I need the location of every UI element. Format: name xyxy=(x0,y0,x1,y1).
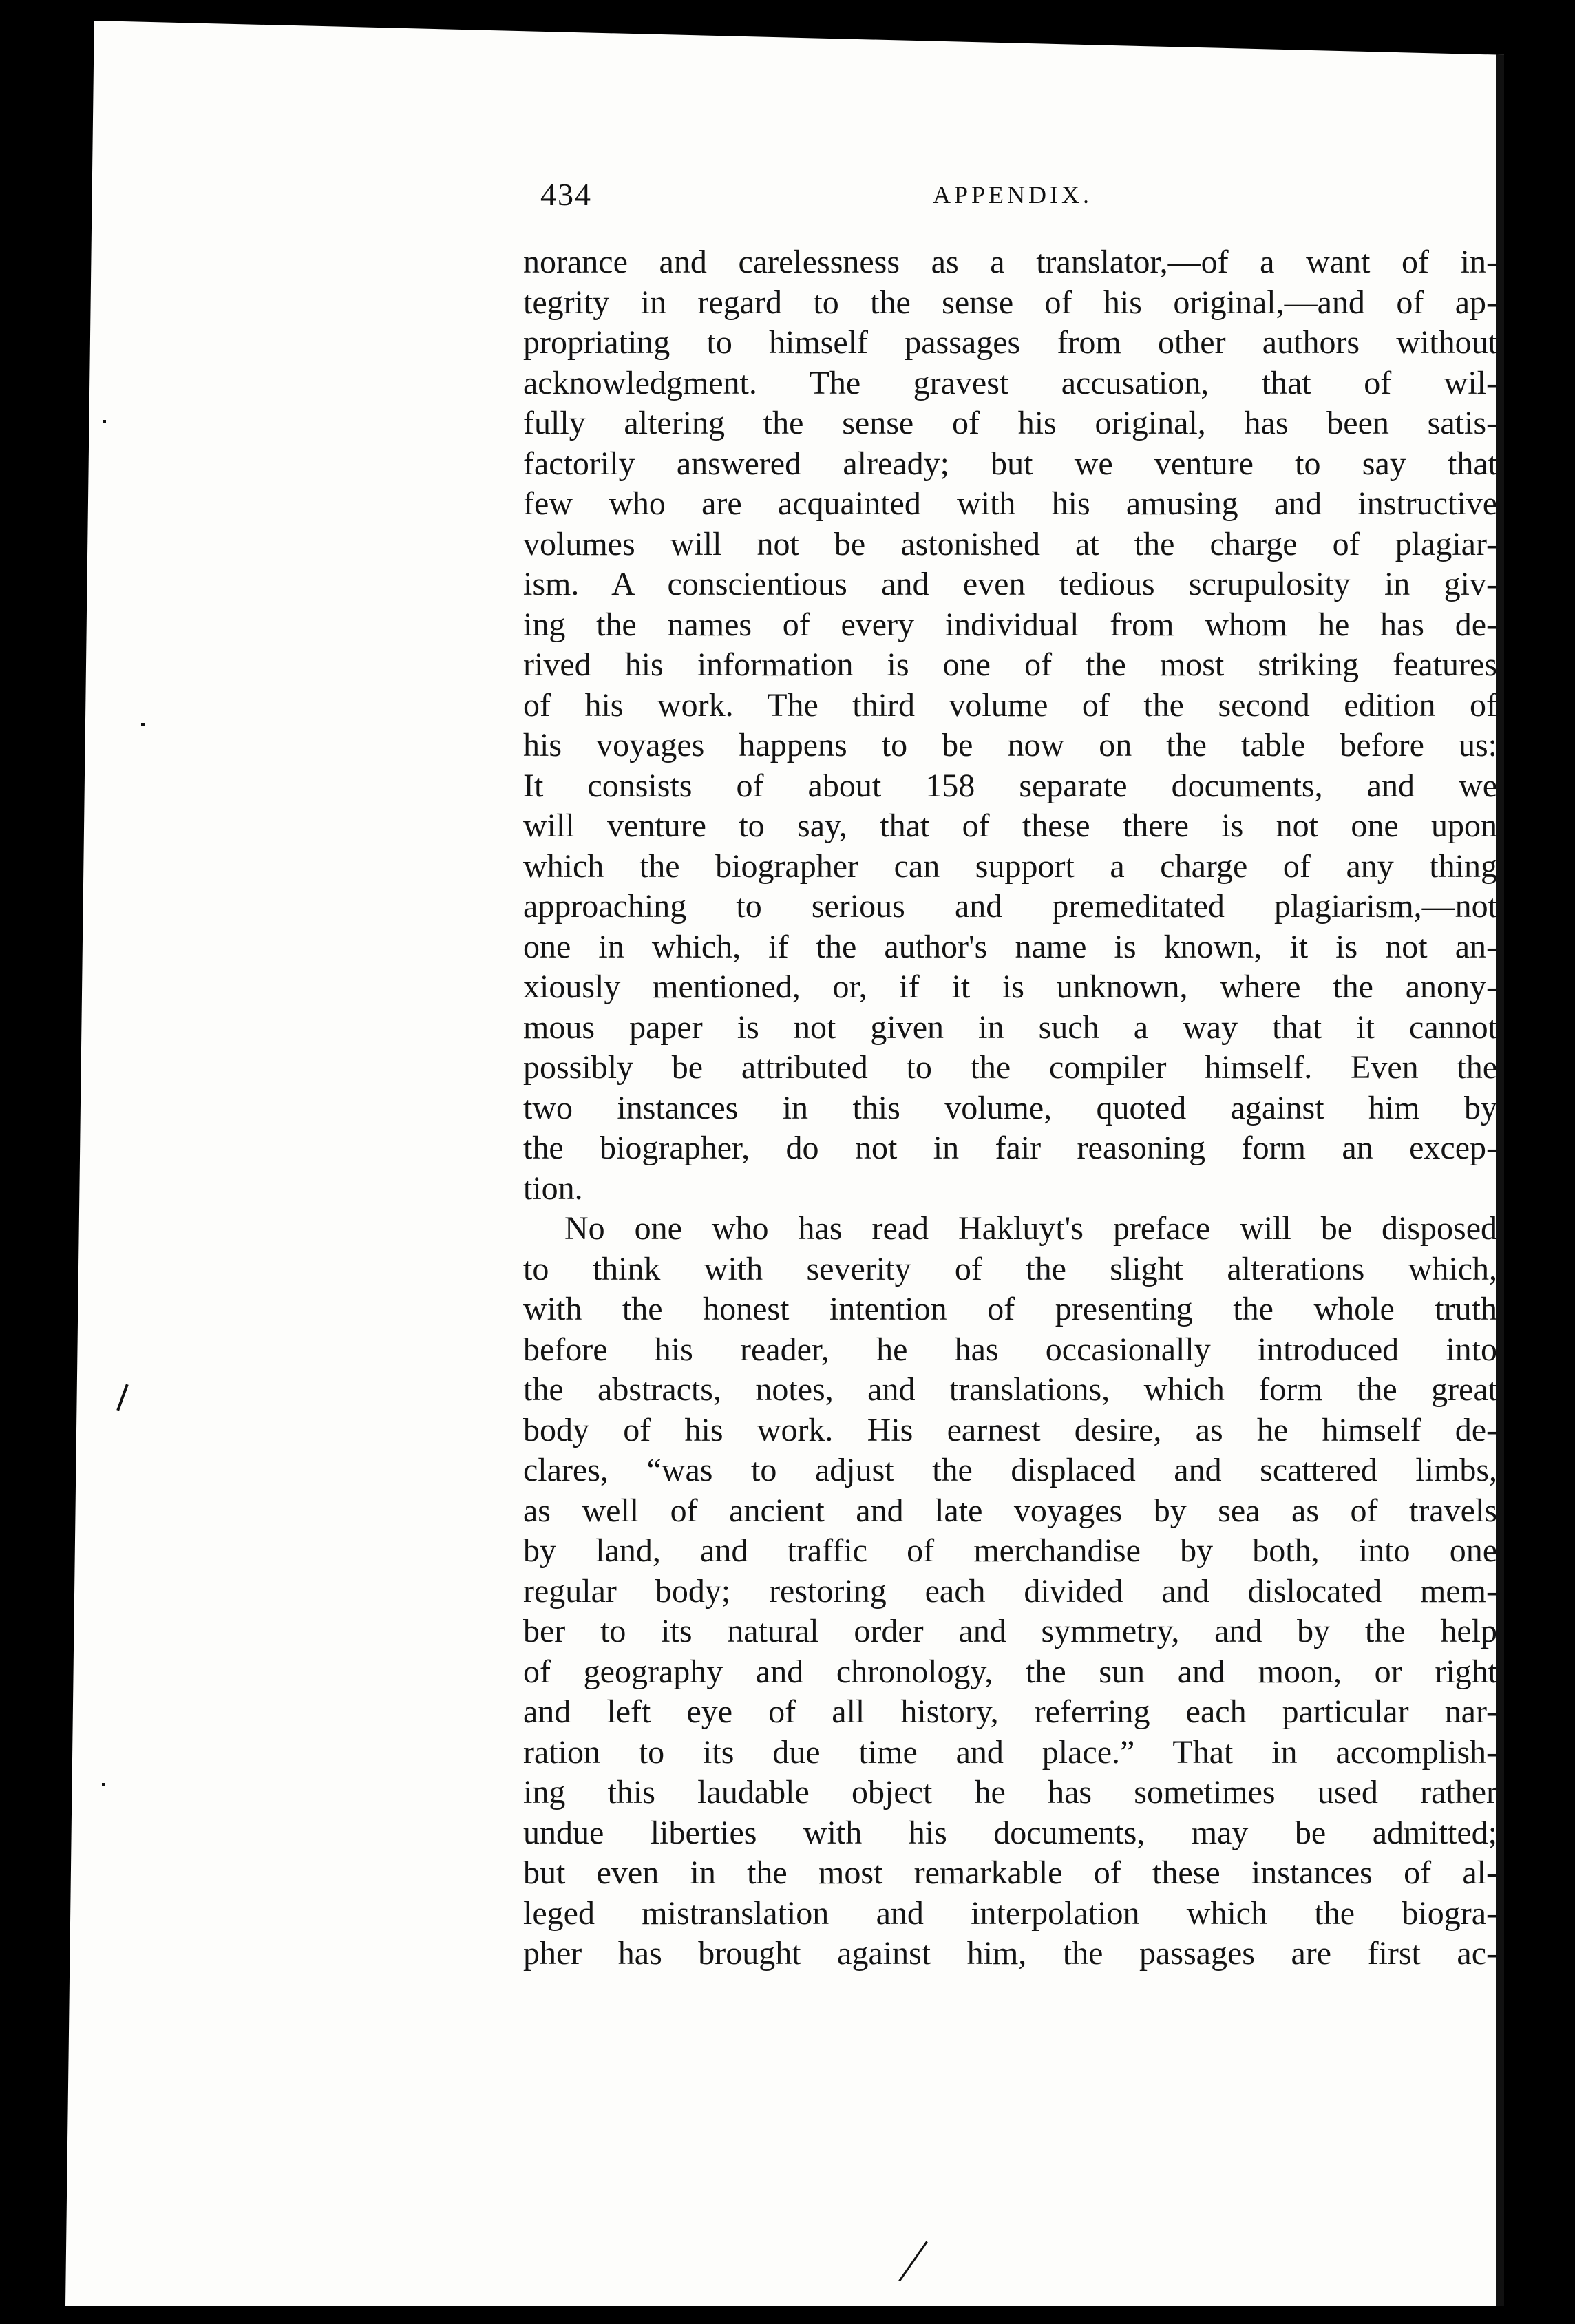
text-line: as well of ancient and late voyages by sea as of travels xyxy=(523,1492,1497,1529)
text-line: the abstracts, notes, and translations, which form the great xyxy=(523,1371,1497,1408)
page-header xyxy=(540,176,1518,224)
text-line: ing this laudable object he has sometimes used rather xyxy=(523,1774,1497,1810)
text-line: factorily answered already; but we venture to say that xyxy=(523,445,1497,482)
text-line: which the biographer can support a charge of any thing xyxy=(523,847,1497,885)
page-number: 434 xyxy=(540,177,592,212)
text-line: xiously mentioned, or, if it is unknown, where the anony- xyxy=(523,969,1497,1005)
text-line: regular body; restoring each divided and dislocated mem- xyxy=(523,1572,1497,1609)
text-line: one in which, if the author's name is known, it is not an- xyxy=(523,928,1497,965)
text-line: of geography and chronology, the sun and moon, or right xyxy=(523,1653,1497,1690)
scan-speck xyxy=(103,420,106,423)
text-line: and left eye of all history, referring each particular nar- xyxy=(523,1693,1497,1730)
text-line: but even in the most remarkable of these instances of al- xyxy=(523,1855,1497,1891)
text-line: tegrity in regard to the sense of his original,—and of ap- xyxy=(523,284,1497,321)
text-line: propriating to himself passages from other authors without xyxy=(523,324,1497,361)
text-line: by land, and traffic of merchandise by both, into one xyxy=(523,1532,1497,1569)
text-line: will venture to say, that of these there is not one upon xyxy=(523,807,1497,844)
text-line: rived his information is one of the most striking features xyxy=(523,646,1497,683)
text-line: to think with severity of the slight alterations which, xyxy=(523,1250,1497,1287)
text-line: the biographer, do not in fair reasoning form an excep- xyxy=(523,1130,1497,1166)
text-line: few who are acquainted with his amusing and instructive xyxy=(523,485,1497,522)
text-line: fully altering the sense of his original, has been satis- xyxy=(523,405,1497,441)
text-line: leged mistranslation and interpolation which the biogra- xyxy=(523,1894,1497,1932)
scan-speck xyxy=(102,1783,105,1786)
text-line: of his work. The third volume of the second edition of xyxy=(523,686,1497,723)
text-line: volumes will not be astonished at the charge of plagiar- xyxy=(523,525,1497,562)
text-line: before his reader, he has occasionally introduced into xyxy=(523,1331,1497,1368)
text-line: two instances in this volume, quoted against him by xyxy=(523,1089,1497,1126)
text-line: body of his work. His earnest desire, as he himself de- xyxy=(523,1411,1497,1448)
text-line: clares, “was to adjust the displaced and scattered limbs, xyxy=(523,1452,1497,1488)
text-line: possibly be attributed to the compiler himself. Even the xyxy=(523,1049,1497,1086)
text-line: undue liberties with his documents, may be admitted; xyxy=(523,1814,1497,1851)
scan-speck xyxy=(141,723,145,726)
text-line: mous paper is not given in such a way that it cannot xyxy=(523,1008,1497,1046)
text-line: ber to its natural order and symmetry, and by the help xyxy=(523,1613,1497,1649)
text-line: ration to its due time and place.” That in accomplish- xyxy=(523,1733,1497,1771)
paragraph-2 xyxy=(523,1209,1497,1974)
text-line: It consists of about 158 separate documents, and we xyxy=(523,767,1497,804)
text-line: ing the names of every individual from whom he has de- xyxy=(523,606,1497,643)
text-line: No one who has read Hakluyt's preface will be disposed xyxy=(564,1210,1497,1247)
text-line: tion. xyxy=(523,1170,583,1207)
text-line: his voyages happens to be now on the table before us: xyxy=(523,727,1497,763)
body-text xyxy=(523,242,1497,1974)
text-line: ism. A conscientious and even tedious scrupulosity in giv- xyxy=(523,566,1497,602)
paragraph-1 xyxy=(523,242,1497,1209)
running-head: APPENDIX. xyxy=(933,181,1093,209)
text-line: pher has brought against him, the passages are first ac- xyxy=(523,1935,1497,1972)
text-line: acknowledgment. The gravest accusation, that of wil- xyxy=(523,364,1497,401)
text-line: with the honest intention of presenting the whole truth xyxy=(523,1291,1497,1327)
text-line: norance and carelessness as a translator,—of a want of in- xyxy=(523,244,1497,280)
text-line: approaching to serious and premeditated plagiarism,—not xyxy=(523,888,1497,925)
